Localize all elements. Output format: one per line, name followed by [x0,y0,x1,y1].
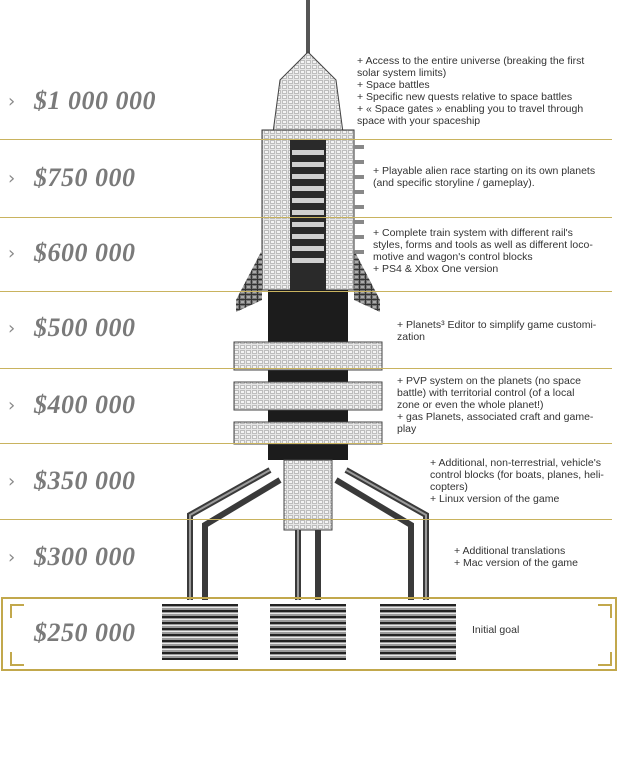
chevron-right-icon: › [8,471,16,492]
corner-bracket [598,652,612,666]
tier-amount: $400 000 [34,390,136,419]
tier-amount: $300 000 [34,542,136,571]
corner-bracket [10,604,24,618]
chevron-right-icon: › [8,547,16,568]
tier-divider [0,443,612,444]
tier-amount: $350 000 [34,466,136,495]
corner-bracket [598,604,612,618]
tier-divider [0,291,612,292]
tier-amount: $500 000 [34,313,136,342]
tier-amount: $600 000 [34,238,136,267]
tier-description: + Playable alien race starting on its own planets (and specific storyline / gameplay). [373,165,596,189]
chevron-right-icon: › [8,395,16,416]
tier-description: Initial goal [472,624,520,636]
tier-divider [0,368,612,369]
chevron-right-icon: › [8,168,16,189]
tier-description: + Additional, non-terrestrial, vehicle's control blocks (for boats, planes, heli- copters) + Linux version of the game [430,457,604,505]
tier-description: + Planets³ Editor to simplify game customi- zation [397,319,597,343]
tier-divider [0,139,612,140]
tier-description: + Access to the entire universe (breaking the first solar system limits) + Space battles + Specific new quests relative to space battles + « Space gates » enabling you to travel through space with your spaceship [357,55,585,127]
tier-amount: $250 000 [34,618,136,647]
chevron-right-icon: › [8,91,16,112]
tier-amount: $1 000 000 [34,86,156,115]
tier-description: + Additional translations + Mac version of the game [454,545,579,569]
chevron-right-icon: › [8,243,16,264]
tier-description: + Complete train system with different rail's styles, forms and tools as well as different loco- motive and wagon's control blocks + PS4 & Xbox One version [373,227,593,275]
chevron-right-icon: › [8,318,16,339]
tier-description: + PVP system on the planets (no space battle) with territorial control (of a local zone or even the whole planet!) + gas Planets, associated craft and game- play [397,375,594,435]
corner-bracket [10,652,24,666]
tier-divider [0,519,612,520]
tier-divider [0,217,612,218]
tier-amount: $750 000 [34,163,136,192]
